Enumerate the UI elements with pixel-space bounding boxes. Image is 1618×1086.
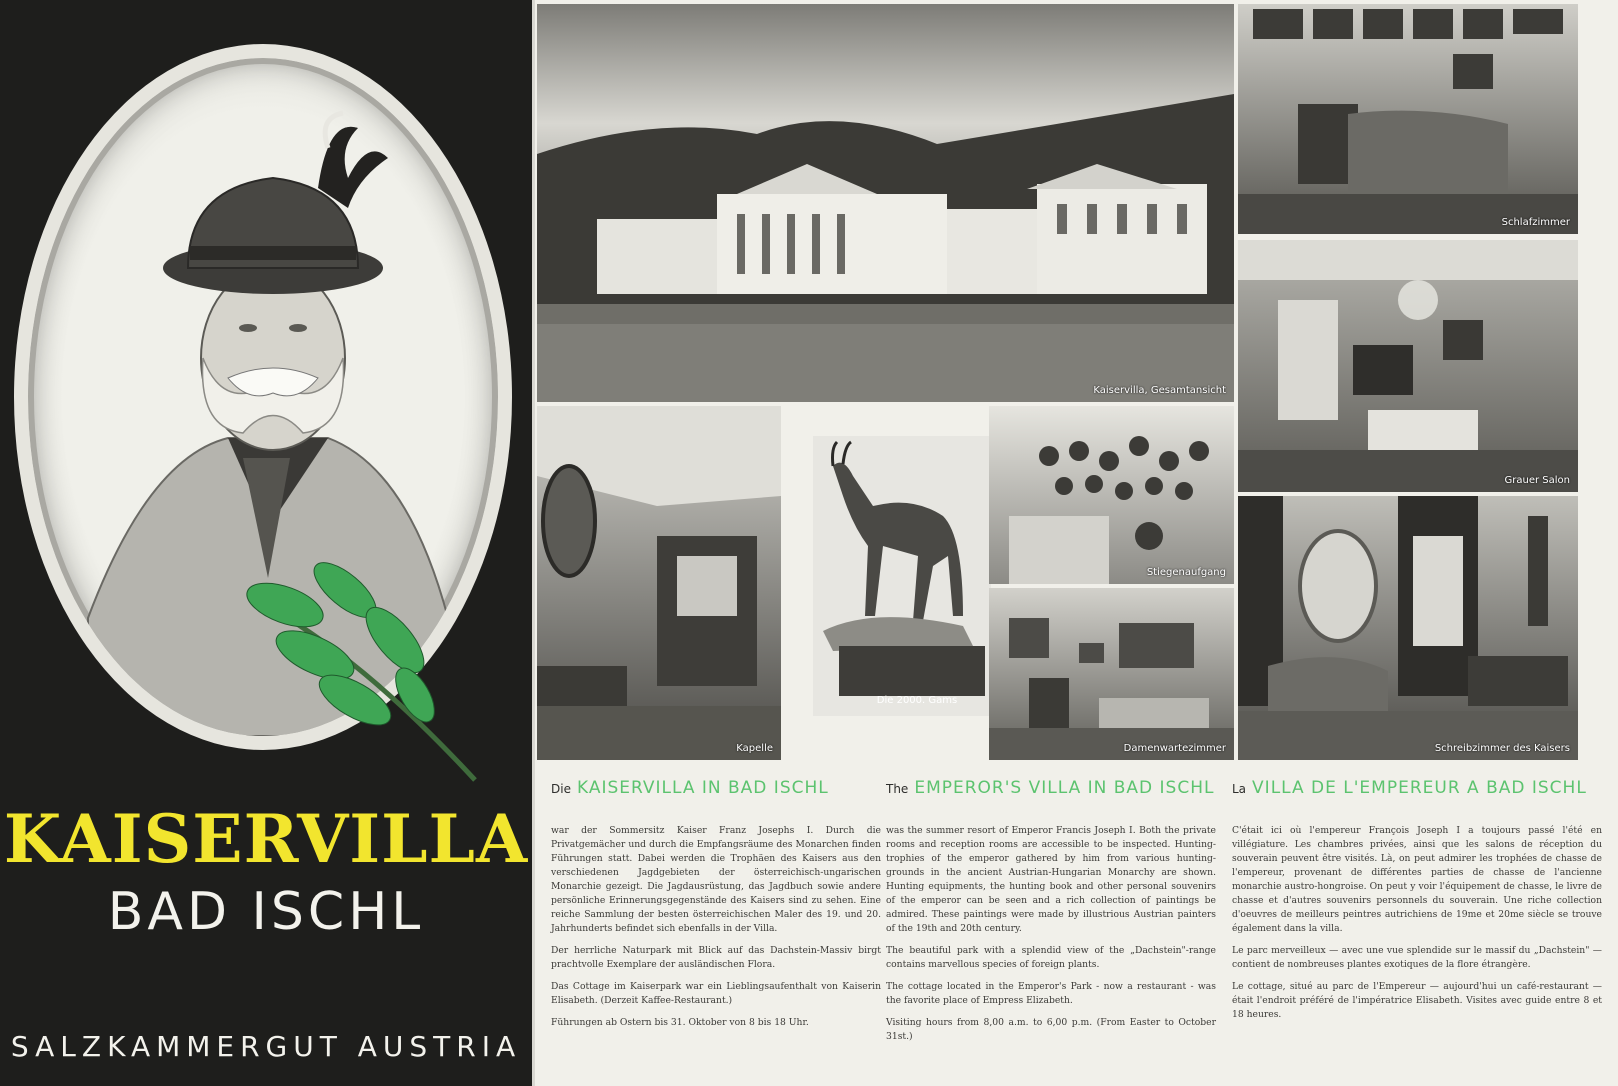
heading-french-title: VILLA DE L'EMPEREUR A BAD ISCHL — [1252, 778, 1587, 798]
photo-schreibzimmer — [1238, 496, 1578, 760]
caption-stiegenaufgang: Stiegenaufgang — [1146, 567, 1226, 578]
caption-kapelle: Kapelle — [736, 743, 773, 754]
caption-villa: Kaiservilla, Gesamtansicht — [1093, 385, 1226, 396]
caption-schreibzimmer: Schreibzimmer des Kaisers — [1434, 743, 1570, 754]
heading-english — [886, 778, 1216, 798]
heading-french-article: La — [1232, 782, 1247, 796]
pine-branch-illustration — [245, 560, 505, 790]
paragraph-german-2: Der herrliche Naturpark mit Blick auf das Dachstein-Massiv birgt prachtvolle Exemplare der ausländischen Flora. — [551, 945, 881, 970]
paragraph-german-3: Das Cottage im Kaiserpark war ein Lieblingsaufenthalt von Kaiserin Elisabeth. (Derzeit Kaffee-Restaurant.) — [551, 981, 881, 1006]
photo-kapelle — [537, 406, 781, 760]
brochure-inner-spread — [535, 0, 1618, 1086]
heading-german-article: Die — [551, 782, 571, 796]
paragraph-english-1: was the summer resort of Emperor Francis Joseph I. Both the private rooms and reception rooms are accessible to be inspected. Hunting-trophies of the emperor gathered by him from various hunting-grounds in the ancient Austrian-Hungarian Monarchy are shown. Hunting equipments, the hunting book and other personal souvenirs of the emperor can be seen and a rich collection of paintings be admired. These paintings were made by illustrious Austrian painters of the 19th and 20th century. — [886, 825, 1216, 934]
heading-german-title: KAISERVILLA IN BAD ISCHL — [576, 778, 829, 798]
brochure-cover — [0, 0, 532, 1086]
heading-english-title: EMPEROR'S VILLA IN BAD ISCHL — [914, 778, 1215, 798]
caption-grauer-salon: Grauer Salon — [1504, 475, 1570, 486]
paragraph-french-2: Le parc merveilleux — avec une vue splendide sur le massif du „Dachstein" — contient de nombreuses plantes exotiques de la flore étrangère. — [1232, 945, 1602, 970]
paragraph-english-4: Visiting hours from 8,00 a.m. to 6,00 p.m. (From Easter to October 31st.) — [886, 1017, 1216, 1042]
paragraph-german-4: Führungen ab Ostern bis 31. Oktober von 8 bis 18 Uhr. — [551, 1017, 809, 1028]
photo-gams — [813, 436, 991, 716]
text-column-french — [1232, 778, 1602, 1030]
photo-stiegenaufgang — [989, 406, 1234, 584]
photo-grauer-salon — [1238, 240, 1578, 492]
photo-schlafzimmer — [1238, 4, 1578, 234]
caption-schlafzimmer: Schlafzimmer — [1501, 217, 1570, 228]
heading-french — [1232, 778, 1602, 798]
cover-subtitle: BAD ISCHL — [107, 882, 425, 942]
cover-title: KAISERVILLA — [3, 800, 529, 878]
caption-damenwartezimmer: Damenwartezimmer — [1123, 743, 1226, 754]
heading-german — [551, 778, 881, 798]
text-column-english — [886, 778, 1216, 1052]
paragraph-french-3: Le cottage, situé au parc de l'Empereur — aujourd'hui un café-restaurant — était l'endroit préféré de l'impératrice Elisabeth. Visites avec guide entre 8 et 18 heures. — [1232, 981, 1602, 1020]
text-column-german — [551, 778, 881, 1038]
cover-footer: SALZKAMMERGUT AUSTRIA — [10, 1030, 522, 1063]
paragraph-english-2: The beautiful park with a splendid view of the „Dachstein"-range contains marvellous species of foreign plants. — [886, 945, 1216, 970]
caption-gams: Die 2000. Gams — [876, 695, 958, 706]
paragraph-french-1: C'était ici où l'empereur François Joseph I a toujours passé l'été en villégiature. Les chambres privées, ainsi que les salons de réception du souverain peuvent être visités. Là, on peut admirer les trophées de chasse de l'empereur, provenant de différentes parties de chasse de l'ancienne monarchie austro-hongroise. On peut y voir l'équipement de chasse, le livre de chasse et d'autres souvenirs personnels du souverain. Une riche collection d'oeuvres de meilleurs peintres autrichiens de 19me et 20me siècle se trouve également dans la villa. — [1232, 825, 1602, 934]
photo-damenwartezimmer — [989, 588, 1234, 760]
paragraph-english-3: The cottage located in the Emperor's Park - now a restaurant - was the favorite place of Empress Elizabeth. — [886, 981, 1216, 1006]
paragraph-german-1: war der Sommersitz Kaiser Franz Josephs I. Durch die Privatgemächer und durch die Empfangsräume des Monarchen finden Führungen statt. Dabei werden die Trophäen des Kaisers aus den verschiedenen Jagdgebieten der österreichisch-ungarischen Monarchie gezeigt. Die Jagdausrüstung, das Jagdbuch sowie andere persönliche Erinnerungsgegenstände des Kaisers sind zu sehen. Eine reiche Sammlung der besten österreichischen Maler des 19. und 20. Jahrhunderts befindet sich ebenfalls in der Villa. — [551, 825, 881, 934]
photo-villa-overview — [537, 4, 1234, 402]
heading-english-article: The — [886, 782, 909, 796]
